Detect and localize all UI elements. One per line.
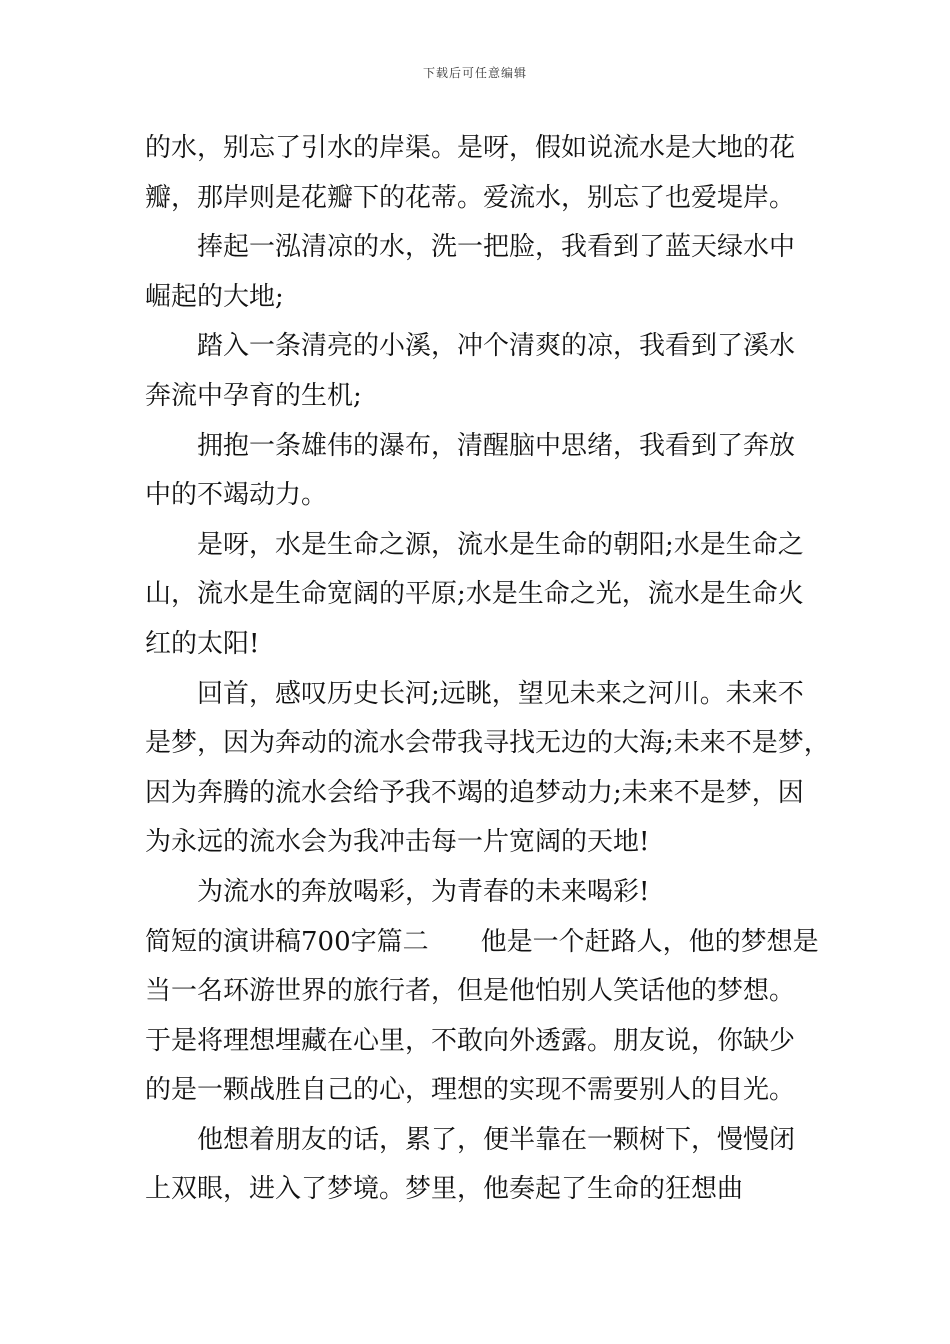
text-line: 中的不竭动力。 <box>145 480 328 511</box>
text-line: 是梦，因为奔动的流水会带我寻找无边的大海;未来不是梦， <box>145 728 830 759</box>
text-line: 回首，感叹历史长河;远眺，望见未来之河川。未来不 <box>197 678 804 709</box>
text-line: 为流水的奔放喝彩，为青春的未来喝彩! <box>197 876 650 907</box>
text-line: 崛起的大地; <box>145 281 284 312</box>
text-line: 为永远的流水会为我冲击每一片宽阔的天地! <box>145 827 650 858</box>
document-body <box>145 124 845 1215</box>
text-line: 当一名环游世界的旅行者，但是他怕别人笑话他的梦想。 <box>145 976 796 1007</box>
text-line: 他想着朋友的话，累了，便半靠在一颗树下，慢慢闭 <box>197 1124 796 1155</box>
section-heading-line: 简短的演讲稿700字篇二 他是一个赶路人，他的梦想是 <box>145 926 819 957</box>
text-line: 上双眼，进入了梦境。梦里，他奏起了生命的狂想曲 <box>145 1174 744 1205</box>
text-line: 于是将理想埋藏在心里，不敢向外透露。朋友说，你缺少 <box>145 1025 796 1056</box>
text-line: 瓣，那岸则是花瓣下的花蒂。爱流水，别忘了也爱堤岸。 <box>145 182 796 213</box>
text-line: 因为奔腾的流水会给予我不竭的追梦动力;未来不是梦，因 <box>145 777 804 808</box>
text-line: 的水，别忘了引水的岸渠。是呀，假如说流水是大地的花 <box>145 133 796 163</box>
text-line: 拥抱一条雄伟的瀑布，清醒脑中思绪，我看到了奔放 <box>197 430 796 461</box>
text-line: 是呀，水是生命之源，流水是生命的朝阳;水是生命之 <box>197 529 804 560</box>
text-line: 的是一颗战胜自己的心，理想的实现不需要别人的目光。 <box>145 1075 796 1106</box>
text-line: 山，流水是生命宽阔的平原;水是生命之光，流水是生命火 <box>145 579 804 610</box>
text-line: 捧起一泓清凉的水，洗一把脸，我看到了蓝天绿水中 <box>197 232 796 263</box>
text-line: 红的太阳! <box>145 628 260 659</box>
page-header: 下载后可任意编辑 <box>422 66 527 80</box>
text-line: 奔流中孕育的生机; <box>145 380 362 411</box>
text-line: 踏入一条清亮的小溪，冲个清爽的凉，我看到了溪水 <box>197 331 796 362</box>
